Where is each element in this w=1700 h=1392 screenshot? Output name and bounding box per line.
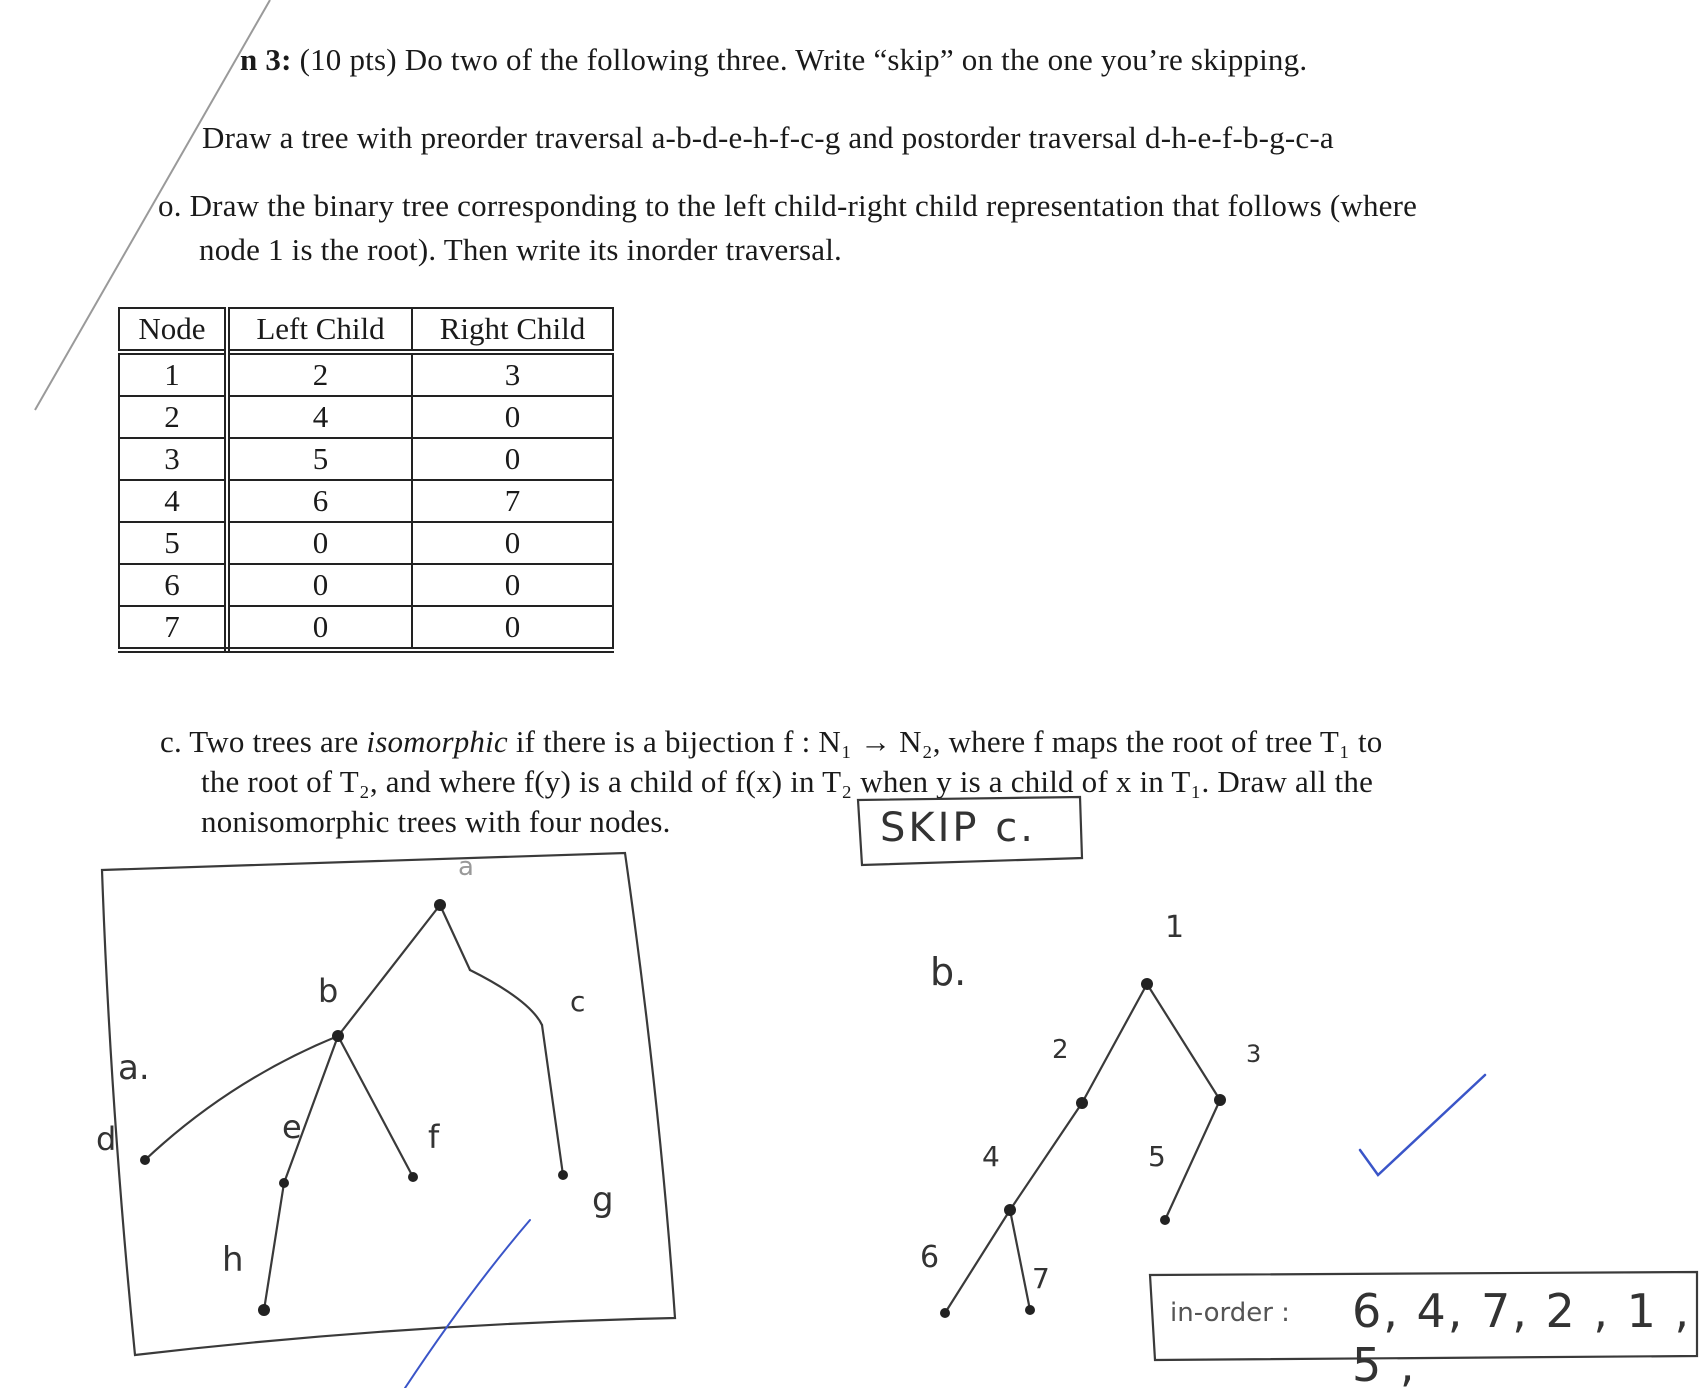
header-right-child: Right Child [412, 308, 613, 352]
inorder-answer: 6, 4, 7, 2 , 1 , 5 , [1352, 1284, 1692, 1392]
inorder-label: in-order : [1170, 1298, 1290, 1328]
tree-a-label-e: e [282, 1108, 302, 1146]
right-child-cell: 0 [412, 564, 613, 606]
part-c-prompt-line2: the root of T₂, and where f(y) is a child of f(x) in T₂ when y is a child of x in T₁. Draw all the [201, 764, 1374, 799]
left-child-cell: 0 [227, 522, 412, 564]
tree-b-node-dot [1025, 1305, 1035, 1315]
tree-b-node-dot [940, 1308, 950, 1318]
part-c-lead: c. Two trees are [160, 724, 367, 759]
left-child-cell: 0 [227, 606, 412, 650]
node-cell: 7 [119, 606, 227, 650]
right-child-cell: 7 [412, 480, 613, 522]
tree-b-label-5: 5 [1148, 1140, 1166, 1173]
part-c-rest: if there is a bijection f : N₁ → N₂, where f maps the root of tree T₁ to [507, 724, 1383, 759]
tree-a-node-dot [434, 899, 446, 911]
question-instructions: (10 pts) Do two of the following three. Write “skip” on the one you’re skipping. [291, 42, 1308, 77]
part-a-prompt: Draw a tree with preorder traversal a-b-d-e-h-f-c-g and postorder traversal d-h-e-f-b-g-c-a [202, 120, 1334, 155]
tree-b-node-dot [1160, 1215, 1170, 1225]
part-a-box [102, 853, 675, 1355]
tree-b-label-1: 1 [1165, 910, 1185, 945]
node-cell: 6 [119, 564, 227, 606]
tree-b-label-6: 6 [920, 1240, 940, 1275]
tree-a-node-dot [408, 1172, 418, 1182]
right-child-cell: 0 [412, 522, 613, 564]
right-child-cell: 0 [412, 606, 613, 650]
tree-a-label-h: h [222, 1240, 244, 1280]
left-child-cell: 0 [227, 564, 412, 606]
tree-b-node-dot [1004, 1204, 1016, 1216]
tree-b-node-dot [1076, 1097, 1088, 1109]
part-c-term: isomorphic [366, 724, 508, 759]
checkmark-icon [1360, 1075, 1485, 1175]
tree-a-node-dot [258, 1304, 270, 1316]
tree-a-node-dot [279, 1178, 289, 1188]
right-child-cell: 3 [412, 352, 613, 396]
tree-b-node-dot [1141, 978, 1153, 990]
skip-note: SKIP c. [880, 805, 1036, 851]
tree-a-label-g: g [592, 1180, 614, 1220]
right-child-cell: 0 [412, 396, 613, 438]
node-cell: 4 [119, 480, 227, 522]
part-b-label: b. [930, 950, 967, 994]
tree-a-label-c: c [570, 985, 586, 1018]
tree-b-label-2: 2 [1052, 1035, 1069, 1065]
tree-b-label-7: 7 [1032, 1262, 1050, 1295]
node-cell: 3 [119, 438, 227, 480]
tree-a-label-d: d [96, 1120, 117, 1158]
right-child-cell: 0 [412, 438, 613, 480]
left-child-cell: 6 [227, 480, 412, 522]
tree-b-label-4: 4 [982, 1140, 1000, 1173]
tree-b-node-dot [1214, 1094, 1226, 1106]
grader-pen-stroke [405, 1220, 530, 1388]
node-cell: 1 [119, 352, 227, 396]
tree-a-label-b: b [318, 972, 339, 1010]
tree-a-node-dot [558, 1170, 568, 1180]
node-cell: 2 [119, 396, 227, 438]
header-node: Node [119, 308, 227, 352]
left-child-cell: 4 [227, 396, 412, 438]
node-cell: 5 [119, 522, 227, 564]
part-b-prompt-line2: node 1 is the root). Then write its inorder traversal. [199, 232, 842, 267]
header-left-child: Left Child [227, 308, 412, 352]
tree-a-label-a: a [458, 852, 474, 882]
question-number: n 3: [240, 42, 292, 77]
tree-a-node-dot [332, 1030, 344, 1042]
part-a-label: a. [118, 1048, 150, 1088]
part-c-prompt-line3: nonisomorphic trees with four nodes. [201, 804, 671, 839]
left-child-cell: 2 [227, 352, 412, 396]
part-b-prompt-line1: o. Draw the binary tree corresponding to the left child-right child representation that follows (where [158, 188, 1418, 223]
left-child-cell: 5 [227, 438, 412, 480]
tree-a-label-f: f [428, 1118, 440, 1156]
tree-b-label-3: 3 [1246, 1040, 1262, 1068]
tree-a-node-dot [140, 1155, 150, 1165]
